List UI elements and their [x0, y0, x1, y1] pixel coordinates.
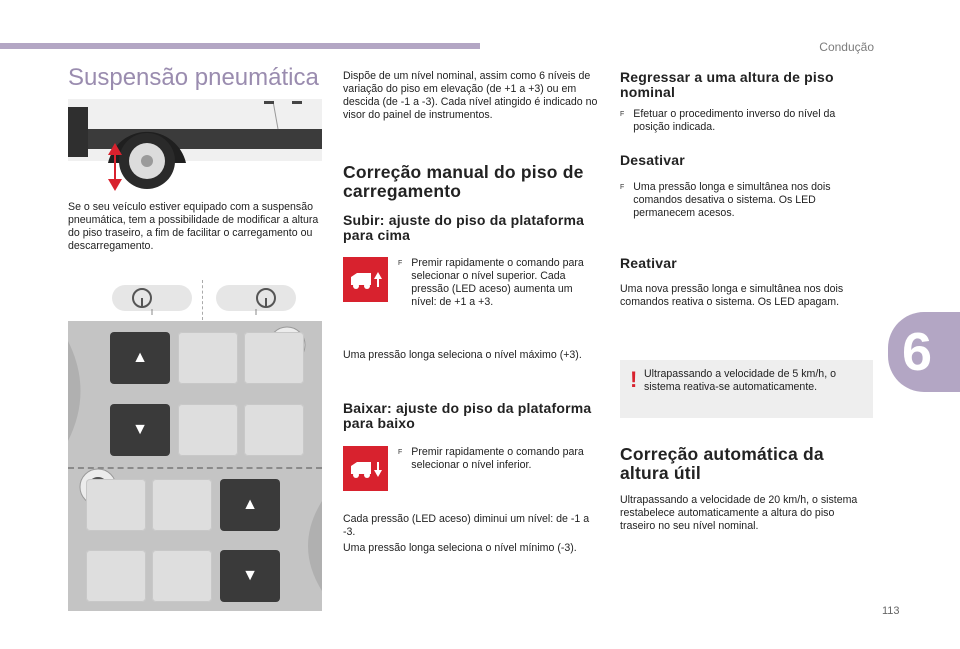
- blank-button: [86, 550, 146, 602]
- van-rear-illustration: [68, 93, 322, 193]
- icon-divider: [202, 280, 203, 320]
- van-down-icon: [349, 458, 383, 480]
- blank-button: [152, 550, 212, 602]
- bullet-marker: F: [620, 111, 625, 118]
- return-bullet-text: Efetuar o procedimento inverso do nível da posição indicada.: [633, 108, 836, 133]
- van-lower-icon: ▼: [242, 567, 258, 584]
- disable-bullet: [620, 181, 870, 220]
- control-panel-illustration: [68, 321, 322, 611]
- left-drive-icon: [112, 283, 192, 317]
- top-accent-bar: [0, 43, 480, 49]
- blank-button: [178, 332, 238, 384]
- lower-bullet: [398, 446, 594, 472]
- chapter-title: Condução: [819, 40, 874, 54]
- lower-press-text: Cada pressão (LED aceso) diminui um nível: de -1 a -3.: [343, 513, 590, 538]
- raise-command-icon: [343, 257, 388, 302]
- disable-heading: Desativar: [620, 152, 685, 168]
- levels-intro: Dispõe de um nível nominal, assim como 6 níveis de variação do piso em elevação (de +1 a +3) ou em descida (de -1 a -3). Cada nível atingido é indicado no visor do painel de instrumentos.: [343, 70, 598, 121]
- lower-command-icon: [343, 446, 388, 491]
- lower-bullet-text: Premir rapidamente o comando para selecionar o nível inferior.: [411, 446, 584, 471]
- raise-bullet: [398, 257, 594, 309]
- lower-heading: Baixar: ajuste do piso da plataforma para baixo: [343, 400, 592, 431]
- lower-button-top: [110, 404, 170, 456]
- raise-button-top: [110, 332, 170, 384]
- intro-text: Se o seu veículo estiver equipado com a suspensão pneumática, tem a possibilidade de modificar a altura do piso traseiro, a fim de facilitar o carregamento ou descarregamento.: [68, 201, 319, 252]
- disable-bullet-text: Uma pressão longa e simultânea nos dois comandos desativa o sistema. Os LED permanecem acesos.: [633, 181, 831, 219]
- van-up-icon: [349, 269, 383, 291]
- auto-correction-heading: Correção automática da altura útil: [620, 444, 824, 483]
- section-divider: [68, 467, 322, 469]
- bullet-marker: F: [620, 184, 625, 191]
- lower-button-bottom: [220, 550, 280, 602]
- van-raise-icon: ▲: [132, 349, 148, 366]
- raise-long-press-text: Uma pressão longa seleciona o nível máximo (+3).: [343, 349, 582, 361]
- blank-button: [86, 479, 146, 531]
- reactivate-text: Uma nova pressão longa e simultânea nos dois comandos reativa o sistema. Os LED apagam.: [620, 283, 844, 308]
- auto-correction-text: Ultrapassando a velocidade de 20 km/h, o sistema restabelece automaticamente a altura do piso traseiro no seu nível nominal.: [620, 494, 858, 532]
- chapter-number: 6: [902, 322, 933, 382]
- raise-heading: Subir: ajuste do piso da plataforma para cima: [343, 212, 585, 243]
- bullet-marker: F: [398, 260, 403, 267]
- raise-button-bottom: [220, 479, 280, 531]
- warning-text: Ultrapassando a velocidade de 5 km/h, o sistema reativa-se automaticamente.: [644, 368, 836, 393]
- van-raise-icon: ▲: [242, 496, 258, 513]
- blank-button: [178, 404, 238, 456]
- blank-button: [244, 404, 304, 456]
- right-drive-icon: [216, 283, 296, 317]
- page-number: 113: [882, 605, 900, 617]
- bullet-marker: F: [398, 449, 403, 456]
- warning-icon: !: [630, 367, 638, 392]
- return-bullet: [620, 108, 870, 134]
- lower-long-press-text: Uma pressão longa seleciona o nível mínimo (-3).: [343, 542, 577, 554]
- blank-button: [152, 479, 212, 531]
- raise-bullet-text: Premir rapidamente o comando para selecionar o nível superior. Cada pressão (LED aceso) aumenta um nível: de +1 a +3.: [411, 257, 584, 308]
- page-title: Suspensão pneumática: [68, 64, 319, 91]
- van-lower-icon: ▼: [132, 421, 148, 438]
- reactivate-heading: Reativar: [620, 255, 677, 271]
- return-nominal-heading: Regressar a uma altura de piso nominal: [620, 69, 834, 100]
- blank-button: [244, 332, 304, 384]
- chapter-tab: [888, 312, 960, 392]
- warning-box: [620, 360, 873, 418]
- manual-correction-heading: Correção manual do piso de carregamento: [343, 162, 584, 201]
